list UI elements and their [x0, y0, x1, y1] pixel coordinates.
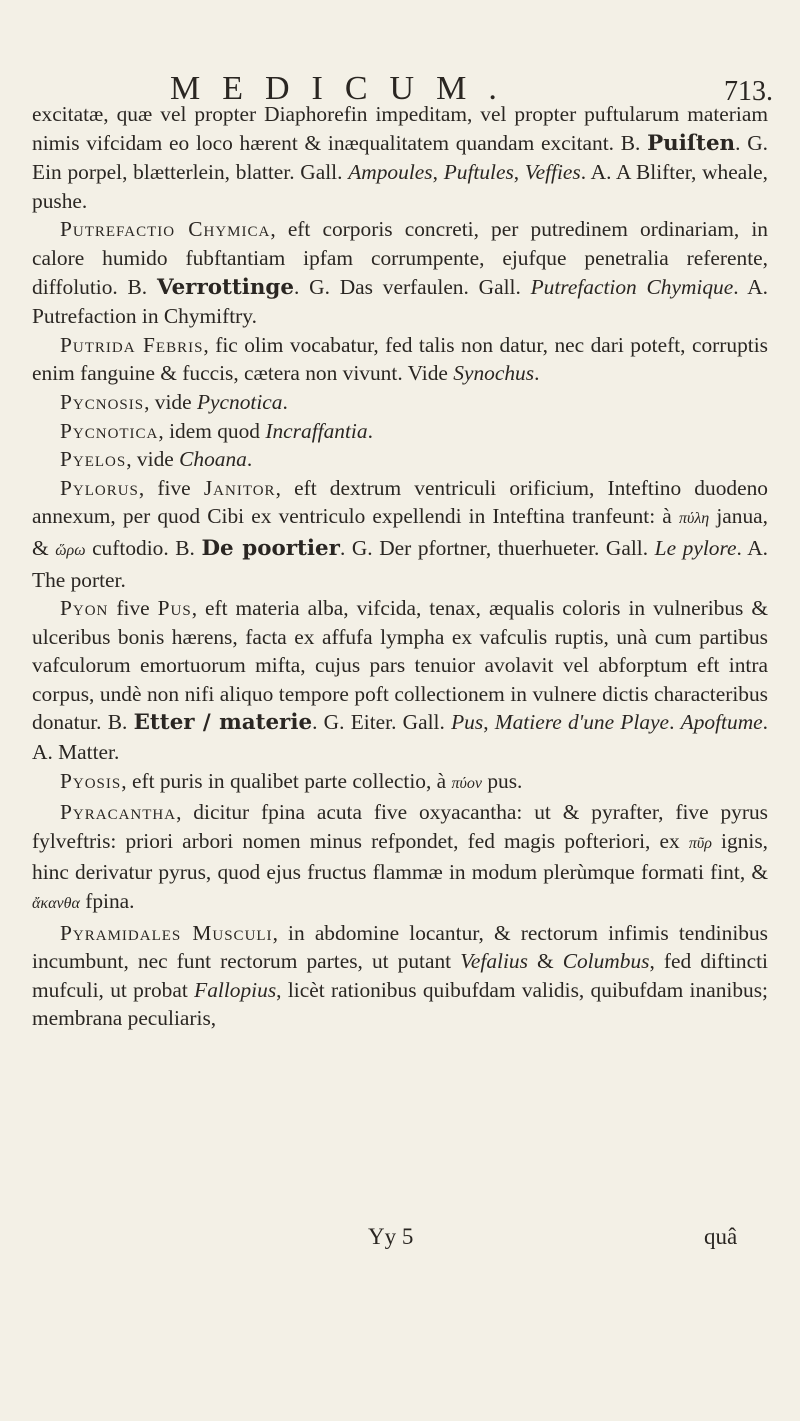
- italic-text: Veffies: [524, 160, 581, 185]
- entry-text: cuftodio. B.: [85, 535, 202, 560]
- greek-text: πύλη: [678, 510, 710, 528]
- entry-text: , vide: [126, 447, 180, 472]
- blackletter-text: Puiſten: [647, 130, 736, 156]
- greek-text: πύον: [451, 774, 482, 792]
- entry-text: .: [534, 361, 540, 386]
- entry-text: , fed diftincti mufculi, ut probat: [32, 949, 768, 1002]
- dictionary-entry: [32, 919, 768, 1033]
- continued-entry: [32, 100, 768, 215]
- greek-text: ὥρω: [55, 541, 86, 559]
- dictionary-entry: [32, 798, 768, 918]
- entry-text: , five: [138, 475, 204, 500]
- entry-text: . A. The porter.: [32, 535, 769, 592]
- headword: Pyosis: [60, 768, 122, 793]
- entry-text: excitatæ, quæ vel propter Diaphorefin impeditam, vel propter puftularum materiam nimis vifcidam eo loco hærent & inæqualitatem quandam excitant. B.: [32, 102, 768, 155]
- italic-text: Pycnotica: [196, 389, 283, 414]
- entry-text: ,: [483, 710, 495, 735]
- dictionary-entry: [32, 388, 768, 417]
- entry-text: .: [282, 389, 288, 414]
- italic-text: Synochus: [453, 361, 535, 386]
- entry-text: , eft dextrum ventriculi orificium, Inteftino duodeno annexum, per quod Cibi ex ventriculo expellendi in Inteftina tranfeunt: à: [32, 475, 768, 529]
- entry-text: janua, &: [32, 504, 768, 560]
- blackletter-text: Etter / materie: [133, 710, 313, 736]
- catchword: quâ: [704, 1224, 738, 1249]
- headword: Pylorus: [60, 475, 139, 500]
- headword: Pyon: [60, 596, 109, 621]
- entry-text: . A. Putrefaction in Chymiftry.: [32, 274, 768, 329]
- dictionary-entry: [32, 417, 768, 446]
- greek-text: ἄκανθα: [32, 895, 80, 913]
- entry-text: , in abdomine locantur, & rectorum infimis tendinibus incumbunt, nec funt rectorum partes, ut putant: [32, 920, 768, 974]
- running-head: MEDICUM.: [170, 70, 519, 107]
- entry-text: , vide: [144, 389, 197, 414]
- entry-text: five: [108, 596, 158, 621]
- entry-text: . G. Eiter. Gall.: [312, 710, 452, 735]
- entry-text: ignis, hinc derivatur pyrus, quod ejus fructus flammæ in modum plerùmque formati fint, &: [32, 828, 768, 885]
- greek-text: πῦρ: [688, 834, 712, 852]
- entry-text: . G. Der pfortner, thuerhueter. Gall.: [339, 535, 655, 560]
- entry-text: , licèt rationibus quibufdam validis, quibufdam inanibus; membrana peculiaris,: [32, 977, 768, 1031]
- blackletter-text: Verrottinge: [156, 274, 294, 300]
- entry-text: . A. Matter.: [32, 710, 768, 765]
- entry-text: , eft materia alba, vifcida, tenax, æqualis coloris in vulneribus & ulceribus bonis hærens, facta ex affufa lympha ex vafculis ruptis, unà cum partibus vafculorum emortuorum mifta, cujus pars tenuior avolavit vel abforptum eft intra corpus, undè non nifi aliquo tempore poft collectionem in vulnere dictis characteribus donatur. B.: [32, 596, 768, 735]
- italic-text: Vefalius: [460, 949, 528, 974]
- italic-text: Columbus: [562, 949, 650, 974]
- italic-text: Le pylore: [654, 535, 737, 560]
- italic-text: Choana: [179, 447, 247, 472]
- dictionary-text: [32, 100, 768, 1033]
- dictionary-entry: [32, 474, 768, 594]
- entry-text: . A. A Blifter, wheale, pushe.: [32, 160, 768, 213]
- entry-text: .: [246, 447, 253, 472]
- headword: Pus: [157, 596, 192, 621]
- entry-text: pus.: [481, 768, 523, 793]
- entry-text: , dicitur fpina acuta five oxyacantha: ut & pyrafter, five pyrus fylveftris: priori arbori nomen minus refpondet, fed magis pofteriori, ex: [32, 800, 768, 853]
- entry-text: , eft puris in qualibet parte collectio, à: [121, 768, 452, 793]
- dictionary-entry: [32, 445, 768, 474]
- blackletter-text: De poortier: [201, 535, 340, 561]
- entry-text: , eft corporis concreti, per putredinem ordinariam, in calore humido fubftantiam ipfam corrumpente, ejufque penetralia referente, diffolutio. B.: [32, 217, 768, 299]
- headword: Pyracantha: [60, 800, 177, 825]
- headword: Janitor: [203, 475, 276, 500]
- entry-text: ,: [513, 160, 525, 185]
- page-footer: [0, 1224, 800, 1264]
- page-number: 713.: [724, 76, 773, 107]
- dictionary-entry: [32, 331, 768, 388]
- headword: Putrefactio Chymica: [60, 217, 271, 242]
- signature-mark: Yy 5: [368, 1224, 414, 1249]
- dictionary-entry: [32, 767, 768, 799]
- headword: Pycnosis: [60, 389, 145, 414]
- italic-text: Matiere d'une Playe: [494, 710, 670, 735]
- entry-text: fpina.: [79, 889, 135, 914]
- entry-text: . G. Ein porpel, blætterlein, blatter. Gall.: [32, 130, 768, 185]
- italic-text: Puftules: [443, 160, 514, 185]
- italic-text: Apoftume: [680, 710, 763, 735]
- entry-text: . G. Das verfaulen. Gall.: [294, 274, 531, 299]
- italic-text: Ampoules: [348, 160, 433, 185]
- entry-text: , fic olim vocabatur, fed talis non datur, nec dari poteft, corruptis enim fanguine & fuccis, cætera non vivunt. Vide: [32, 332, 769, 386]
- dictionary-entry: [32, 594, 768, 767]
- entry-text: ,: [432, 160, 444, 185]
- entry-text: &: [527, 949, 563, 974]
- headword: Pycnotica: [60, 418, 159, 443]
- italic-text: Putrefaction Chymique: [530, 274, 734, 299]
- headword: Putrida Febris: [60, 332, 204, 357]
- headword: Pyelos: [60, 447, 127, 472]
- dictionary-entry: [32, 215, 768, 330]
- entry-text: .: [669, 710, 681, 735]
- italic-text: Incraffantia: [265, 418, 368, 443]
- headword: Pyramidales Musculi: [60, 920, 273, 945]
- italic-text: Fallopius: [194, 977, 277, 1002]
- italic-text: Pus: [451, 710, 484, 735]
- entry-text: , idem quod: [158, 418, 266, 443]
- entry-text: .: [367, 418, 373, 443]
